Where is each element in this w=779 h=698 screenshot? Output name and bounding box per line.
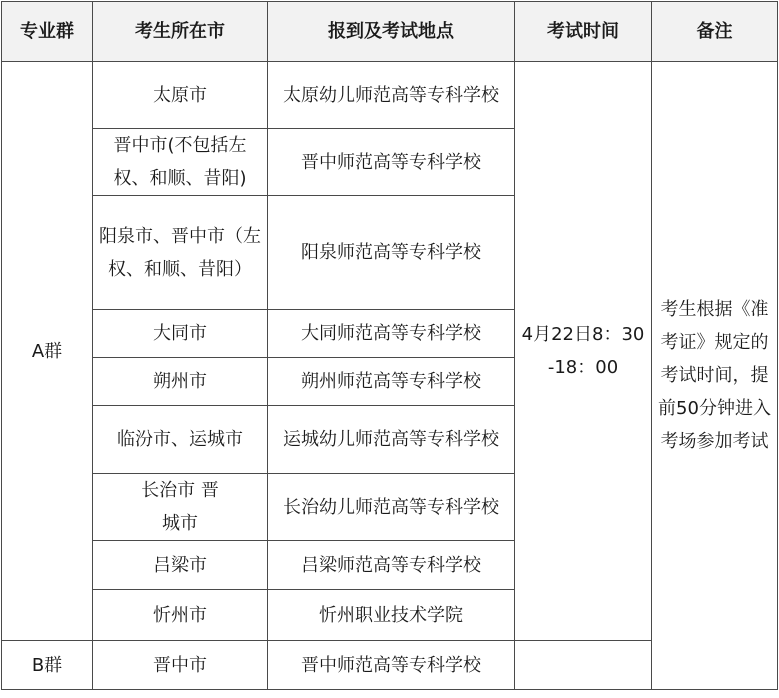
notes-cell [652,62,778,690]
location-cell: 忻州职业技术学院 [268,590,515,641]
header-candidate-city: 考生所在市 [93,2,268,62]
exam-schedule-table [1,1,778,690]
location-cell: 朔州师范高等专科学校 [268,358,515,406]
city-cell: 临汾市、运城市 [93,406,268,474]
header-notes: 备注 [652,2,778,62]
city-text: 长治市 晋城市 [141,480,219,534]
location-cell: 晋中师范高等专科学校 [268,641,515,690]
location-cell: 吕梁师范高等专科学校 [268,541,515,590]
notes-text: 考生根据《准考证》规定的考试时间，提前50分钟进入考场参加考试 [658,299,771,452]
header-major-group: 专业群 [2,2,93,62]
city-cell: 朔州市 [93,358,268,406]
exam-time-text: 4月22日8：30-18：00 [521,324,645,378]
city-cell [93,196,268,310]
location-cell [268,406,515,474]
city-cell [93,474,268,541]
city-cell: 太原市 [93,62,268,129]
city-cell: 忻州市 [93,590,268,641]
header-exam-location: 报到及考试地点 [268,2,515,62]
city-text: 阳泉市、晋中市（左权、和顺、昔阳） [99,225,261,280]
location-cell: 大同师范高等专科学校 [268,310,515,358]
group-b-cell: B群 [2,641,93,690]
location-cell: 晋中师范高等专科学校 [268,129,515,196]
city-cell [93,129,268,196]
location-cell [268,474,515,541]
location-text: 太原幼儿师范高等专科学校 [283,84,499,106]
header-exam-time: 考试时间 [515,2,652,62]
city-text: 晋中市(不包括左权、和顺、昔阳) [113,135,247,189]
exam-time-cell-empty [515,641,652,690]
city-cell: 大同市 [93,310,268,358]
location-text: 长治幼儿师范高等专科学校 [283,496,499,518]
city-cell: 吕梁市 [93,541,268,590]
group-a-cell: A群 [2,62,93,641]
location-cell [268,62,515,129]
table-row [2,62,778,129]
location-text: 运城幼儿师范高等专科学校 [283,429,499,450]
exam-time-cell [515,62,652,641]
city-cell: 晋中市 [93,641,268,690]
location-cell: 阳泉师范高等专科学校 [268,196,515,310]
header-row [2,2,778,62]
